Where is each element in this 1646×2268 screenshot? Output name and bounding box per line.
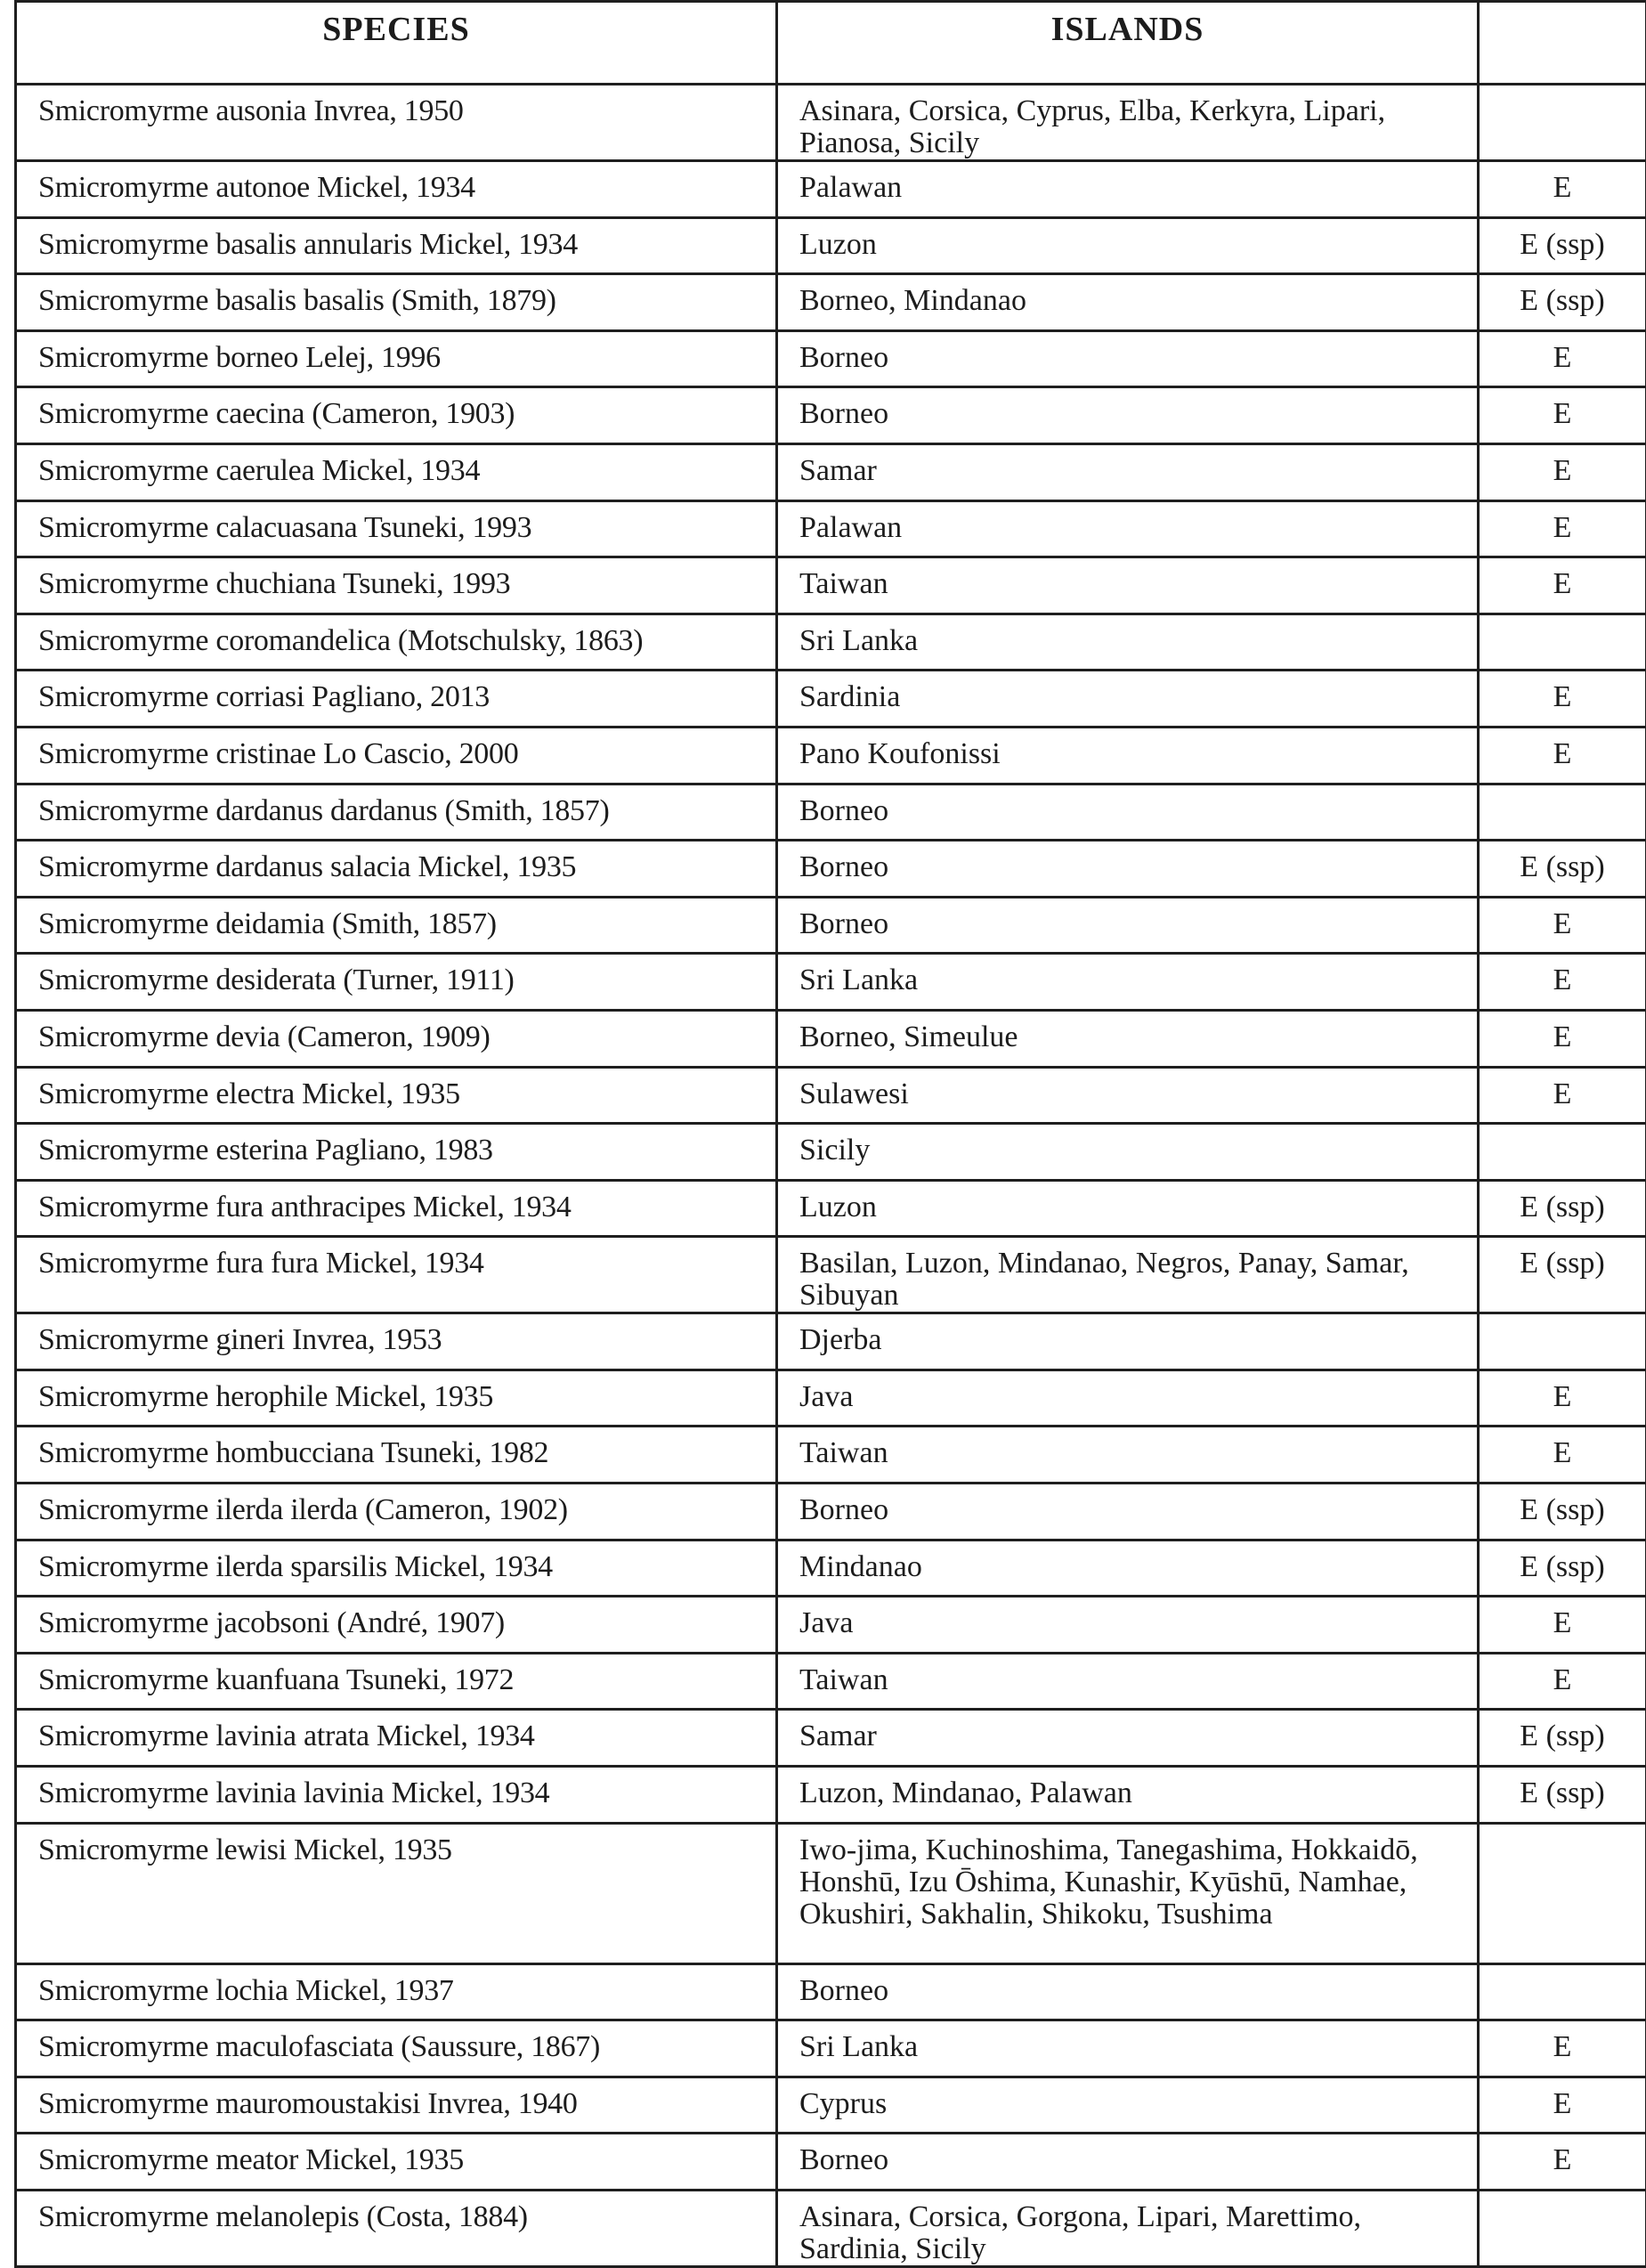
status-cell: E <box>1479 1597 1646 1654</box>
table-row <box>16 1710 1646 1767</box>
islands-cell: Borneo <box>777 330 1479 387</box>
islands-cell: Djerba <box>777 1313 1479 1370</box>
status-cell: E <box>1479 1653 1646 1710</box>
status-cell: E (ssp) <box>1479 1710 1646 1767</box>
islands-cell: Iwo-jima, Kuchinoshima, Tanegashima, Hokkaidō, Honshū, Izu Ōshima, Kunashir, Kyūshū, Namhae, Okushiri, Sakhalin, Shikoku, Tsushima <box>777 1823 1479 1963</box>
species-cell: Smicromyrme caerulea Mickel, 1934 <box>16 443 777 500</box>
status-cell: E <box>1479 443 1646 500</box>
species-cell: Smicromyrme kuanfuana Tsuneki, 1972 <box>16 1653 777 1710</box>
islands-cell: Basilan, Luzon, Mindanao, Negros, Panay, Samar, Sibuyan <box>777 1237 1479 1313</box>
species-cell: Smicromyrme chuchiana Tsuneki, 1993 <box>16 557 777 614</box>
status-cell: E (ssp) <box>1479 274 1646 331</box>
status-cell <box>1479 1313 1646 1370</box>
species-cell: Smicromyrme deidamia (Smith, 1857) <box>16 897 777 954</box>
species-cell: Smicromyrme ilerda ilerda (Cameron, 1902) <box>16 1484 777 1540</box>
species-cell: Smicromyrme basalis annularis Mickel, 1934 <box>16 217 777 274</box>
status-cell: E (ssp) <box>1479 217 1646 274</box>
status-cell: E <box>1479 1010 1646 1067</box>
species-cell: Smicromyrme hombucciana Tsuneki, 1982 <box>16 1427 777 1484</box>
species-cell: Smicromyrme electra Mickel, 1935 <box>16 1067 777 1124</box>
status-cell: E <box>1479 161 1646 218</box>
table-row <box>16 614 1646 671</box>
table-row <box>16 1767 1646 1824</box>
species-cell: Smicromyrme caecina (Cameron, 1903) <box>16 387 777 444</box>
species-cell: Smicromyrme lavinia atrata Mickel, 1934 <box>16 1710 777 1767</box>
table-row <box>16 671 1646 728</box>
status-cell: E <box>1479 500 1646 557</box>
islands-cell: Borneo <box>777 2134 1479 2191</box>
islands-cell: Sardinia <box>777 671 1479 728</box>
status-cell: E (ssp) <box>1479 1180 1646 1237</box>
table-row <box>16 2020 1646 2077</box>
table-row <box>16 161 1646 218</box>
species-cell: Smicromyrme herophile Mickel, 1935 <box>16 1370 777 1427</box>
table-row <box>16 897 1646 954</box>
islands-cell: Sri Lanka <box>777 614 1479 671</box>
status-cell: E <box>1479 330 1646 387</box>
status-cell: E <box>1479 1067 1646 1124</box>
table-row <box>16 1124 1646 1181</box>
table-body <box>16 85 1646 2267</box>
header-status <box>1479 2 1646 85</box>
islands-cell: Luzon <box>777 217 1479 274</box>
table-row <box>16 557 1646 614</box>
table-row <box>16 2191 1646 2267</box>
table-row <box>16 330 1646 387</box>
table-row <box>16 1010 1646 1067</box>
species-cell: Smicromyrme jacobsoni (André, 1907) <box>16 1597 777 1654</box>
species-cell: Smicromyrme autonoe Mickel, 1934 <box>16 161 777 218</box>
species-cell: Smicromyrme ausonia Invrea, 1950 <box>16 85 777 161</box>
table-row <box>16 274 1646 331</box>
species-cell: Smicromyrme dardanus dardanus (Smith, 1857) <box>16 784 777 841</box>
islands-cell: Cyprus <box>777 2077 1479 2134</box>
table-row <box>16 1180 1646 1237</box>
table-row <box>16 1067 1646 1124</box>
islands-cell: Borneo <box>777 1484 1479 1540</box>
species-cell: Smicromyrme lochia Mickel, 1937 <box>16 1963 777 2020</box>
header-species: SPECIES <box>16 2 777 85</box>
status-cell: E <box>1479 727 1646 784</box>
table-row <box>16 727 1646 784</box>
species-cell: Smicromyrme esterina Pagliano, 1983 <box>16 1124 777 1181</box>
islands-cell: Pano Koufonissi <box>777 727 1479 784</box>
species-cell: Smicromyrme lewisi Mickel, 1935 <box>16 1823 777 1963</box>
status-cell: E (ssp) <box>1479 841 1646 898</box>
islands-cell: Borneo, Simeulue <box>777 1010 1479 1067</box>
table-row <box>16 1313 1646 1370</box>
islands-cell: Luzon, Mindanao, Palawan <box>777 1767 1479 1824</box>
table-row <box>16 1427 1646 1484</box>
status-cell: E <box>1479 2077 1646 2134</box>
islands-cell: Mindanao <box>777 1540 1479 1597</box>
table-row <box>16 1484 1646 1540</box>
species-cell: Smicromyrme mauromoustakisi Invrea, 1940 <box>16 2077 777 2134</box>
islands-cell: Sri Lanka <box>777 2020 1479 2077</box>
table-row <box>16 2134 1646 2191</box>
species-cell: Smicromyrme basalis basalis (Smith, 1879) <box>16 274 777 331</box>
islands-cell: Borneo <box>777 897 1479 954</box>
islands-cell: Taiwan <box>777 557 1479 614</box>
table-row <box>16 1237 1646 1313</box>
islands-cell: Borneo <box>777 387 1479 444</box>
species-cell: Smicromyrme lavinia lavinia Mickel, 1934 <box>16 1767 777 1824</box>
status-cell: E <box>1479 387 1646 444</box>
status-cell: E (ssp) <box>1479 1540 1646 1597</box>
table-row <box>16 387 1646 444</box>
status-cell: E <box>1479 2020 1646 2077</box>
species-cell: Smicromyrme gineri Invrea, 1953 <box>16 1313 777 1370</box>
islands-cell: Asinara, Corsica, Cyprus, Elba, Kerkyra, Lipari, Pianosa, Sicily <box>777 85 1479 161</box>
islands-cell: Borneo <box>777 1963 1479 2020</box>
status-cell: E <box>1479 1370 1646 1427</box>
species-cell: Smicromyrme corriasi Pagliano, 2013 <box>16 671 777 728</box>
species-cell: Smicromyrme ilerda sparsilis Mickel, 1934 <box>16 1540 777 1597</box>
table-row <box>16 1823 1646 1963</box>
islands-cell: Samar <box>777 1710 1479 1767</box>
species-cell: Smicromyrme fura anthracipes Mickel, 1934 <box>16 1180 777 1237</box>
status-cell <box>1479 1963 1646 2020</box>
islands-cell: Borneo <box>777 841 1479 898</box>
header-islands: ISLANDS <box>777 2 1479 85</box>
status-cell: E (ssp) <box>1479 1237 1646 1313</box>
species-cell: Smicromyrme cristinae Lo Cascio, 2000 <box>16 727 777 784</box>
species-cell: Smicromyrme dardanus salacia Mickel, 1935 <box>16 841 777 898</box>
status-cell: E (ssp) <box>1479 1484 1646 1540</box>
table-row <box>16 1370 1646 1427</box>
species-cell: Smicromyrme borneo Lelej, 1996 <box>16 330 777 387</box>
table-row <box>16 1963 1646 2020</box>
islands-cell: Sicily <box>777 1124 1479 1181</box>
status-cell: E <box>1479 557 1646 614</box>
species-cell: Smicromyrme melanolepis (Costa, 1884) <box>16 2191 777 2267</box>
table-row <box>16 1653 1646 1710</box>
islands-cell: Taiwan <box>777 1653 1479 1710</box>
table-row <box>16 217 1646 274</box>
islands-cell: Borneo <box>777 784 1479 841</box>
table-row <box>16 2077 1646 2134</box>
status-cell <box>1479 614 1646 671</box>
species-cell: Smicromyrme coromandelica (Motschulsky, 1863) <box>16 614 777 671</box>
islands-cell: Borneo, Mindanao <box>777 274 1479 331</box>
status-cell <box>1479 784 1646 841</box>
islands-cell: Palawan <box>777 500 1479 557</box>
table-row <box>16 841 1646 898</box>
status-cell: E <box>1479 671 1646 728</box>
islands-cell: Palawan <box>777 161 1479 218</box>
table-row <box>16 443 1646 500</box>
table-row <box>16 784 1646 841</box>
species-cell: Smicromyrme desiderata (Turner, 1911) <box>16 954 777 1011</box>
species-cell: Smicromyrme calacuasana Tsuneki, 1993 <box>16 500 777 557</box>
islands-cell: Samar <box>777 443 1479 500</box>
table-row <box>16 954 1646 1011</box>
status-cell <box>1479 1124 1646 1181</box>
status-cell: E <box>1479 1427 1646 1484</box>
islands-cell: Luzon <box>777 1180 1479 1237</box>
islands-cell: Java <box>777 1370 1479 1427</box>
status-cell <box>1479 1823 1646 1963</box>
header-row <box>16 2 1646 85</box>
islands-cell: Taiwan <box>777 1427 1479 1484</box>
species-islands-table <box>14 0 1646 2268</box>
status-cell: E (ssp) <box>1479 1767 1646 1824</box>
islands-cell: Sri Lanka <box>777 954 1479 1011</box>
table-row <box>16 1597 1646 1654</box>
status-cell <box>1479 2191 1646 2267</box>
islands-cell: Asinara, Corsica, Gorgona, Lipari, Marettimo, Sardinia, Sicily <box>777 2191 1479 2267</box>
status-cell: E <box>1479 954 1646 1011</box>
species-cell: Smicromyrme devia (Cameron, 1909) <box>16 1010 777 1067</box>
species-cell: Smicromyrme fura fura Mickel, 1934 <box>16 1237 777 1313</box>
table-row <box>16 85 1646 161</box>
islands-cell: Sulawesi <box>777 1067 1479 1124</box>
table-row <box>16 1540 1646 1597</box>
species-cell: Smicromyrme maculofasciata (Saussure, 1867) <box>16 2020 777 2077</box>
status-cell: E <box>1479 897 1646 954</box>
table-row <box>16 500 1646 557</box>
islands-cell: Java <box>777 1597 1479 1654</box>
status-cell: E <box>1479 2134 1646 2191</box>
status-cell <box>1479 85 1646 161</box>
species-cell: Smicromyrme meator Mickel, 1935 <box>16 2134 777 2191</box>
